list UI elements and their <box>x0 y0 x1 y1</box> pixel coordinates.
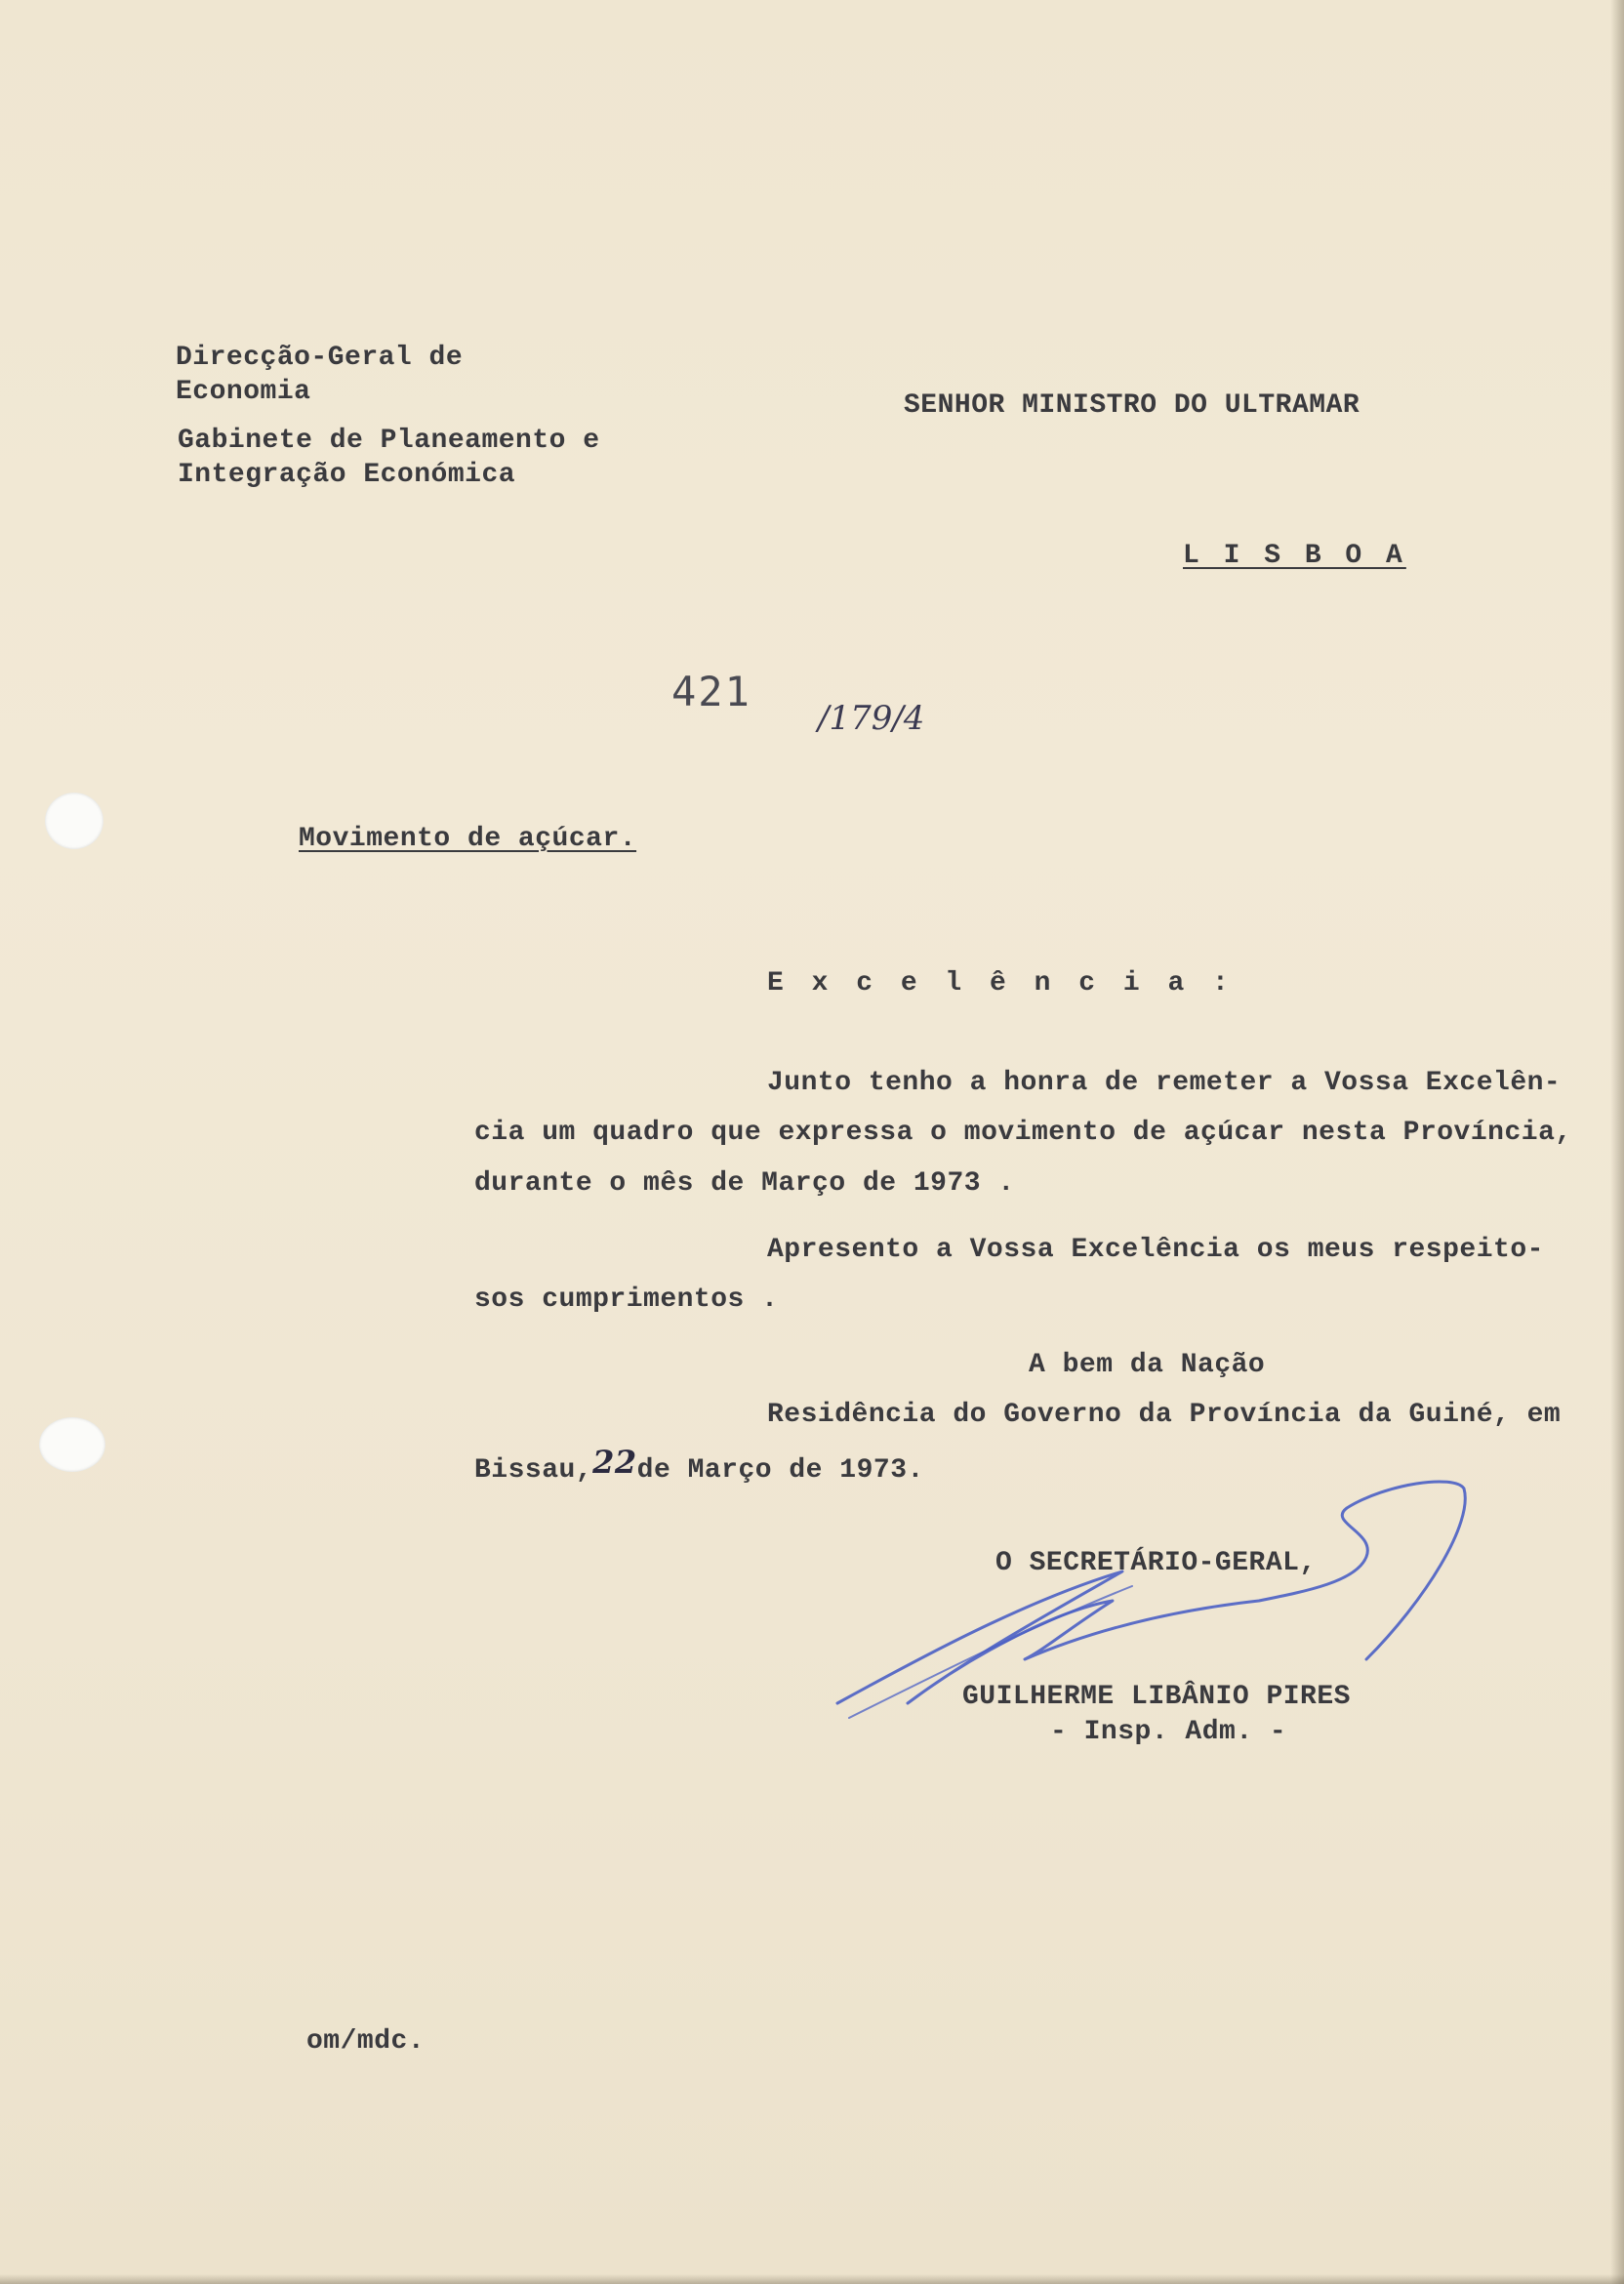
body-p2-line-1: Apresento a Vossa Excelência os meus respeito- <box>767 1235 1544 1265</box>
reference-stamp-number: 421 <box>671 668 751 715</box>
recipient-title: SENHOR MINISTRO DO ULTRAMAR <box>904 390 1360 421</box>
typist-initials: om/mdc. <box>306 2026 426 2057</box>
recipient-city: L I S B O A <box>1183 541 1406 571</box>
sender-line-2: Economia <box>176 377 311 407</box>
body-p2-line-2: sos cumprimentos . <box>474 1285 779 1315</box>
salutation: E x c e l ê n c i a : <box>767 968 1235 999</box>
closing-motto: A bem da Nação <box>1029 1350 1266 1380</box>
reference-handwritten: /179/4 <box>818 699 925 738</box>
signatory-rank: - Insp. Adm. - <box>1050 1717 1287 1747</box>
body-p1-line-3: durante o mês de Março de 1973 . <box>474 1168 1015 1199</box>
signatory-role: O SECRETÁRIO-GERAL, <box>995 1548 1317 1578</box>
closing-place-line-1: Residência do Governo da Província da Guiné, em <box>767 1400 1562 1430</box>
closing-place-prefix: Bissau, <box>474 1455 593 1486</box>
sender-line-4: Integração Económica <box>178 460 516 490</box>
sender-line-1: Direcção-Geral de <box>176 343 464 373</box>
closing-place-suffix: de Março de 1973. <box>636 1455 924 1486</box>
closing-day-handwritten: 22 <box>592 1444 637 1481</box>
signatory-name: GUILHERME LIBÂNIO PIRES <box>962 1682 1351 1712</box>
body-p1-line-2: cia um quadro que expressa o movimento de açúcar nesta Província, <box>474 1118 1572 1148</box>
body-p1-line-1: Junto tenho a honra de remeter a Vossa Excelên- <box>767 1068 1562 1098</box>
sender-line-3: Gabinete de Planeamento e <box>178 426 600 456</box>
subject-line: Movimento de açúcar. <box>299 824 637 854</box>
signature-stroke <box>837 1482 1465 1703</box>
